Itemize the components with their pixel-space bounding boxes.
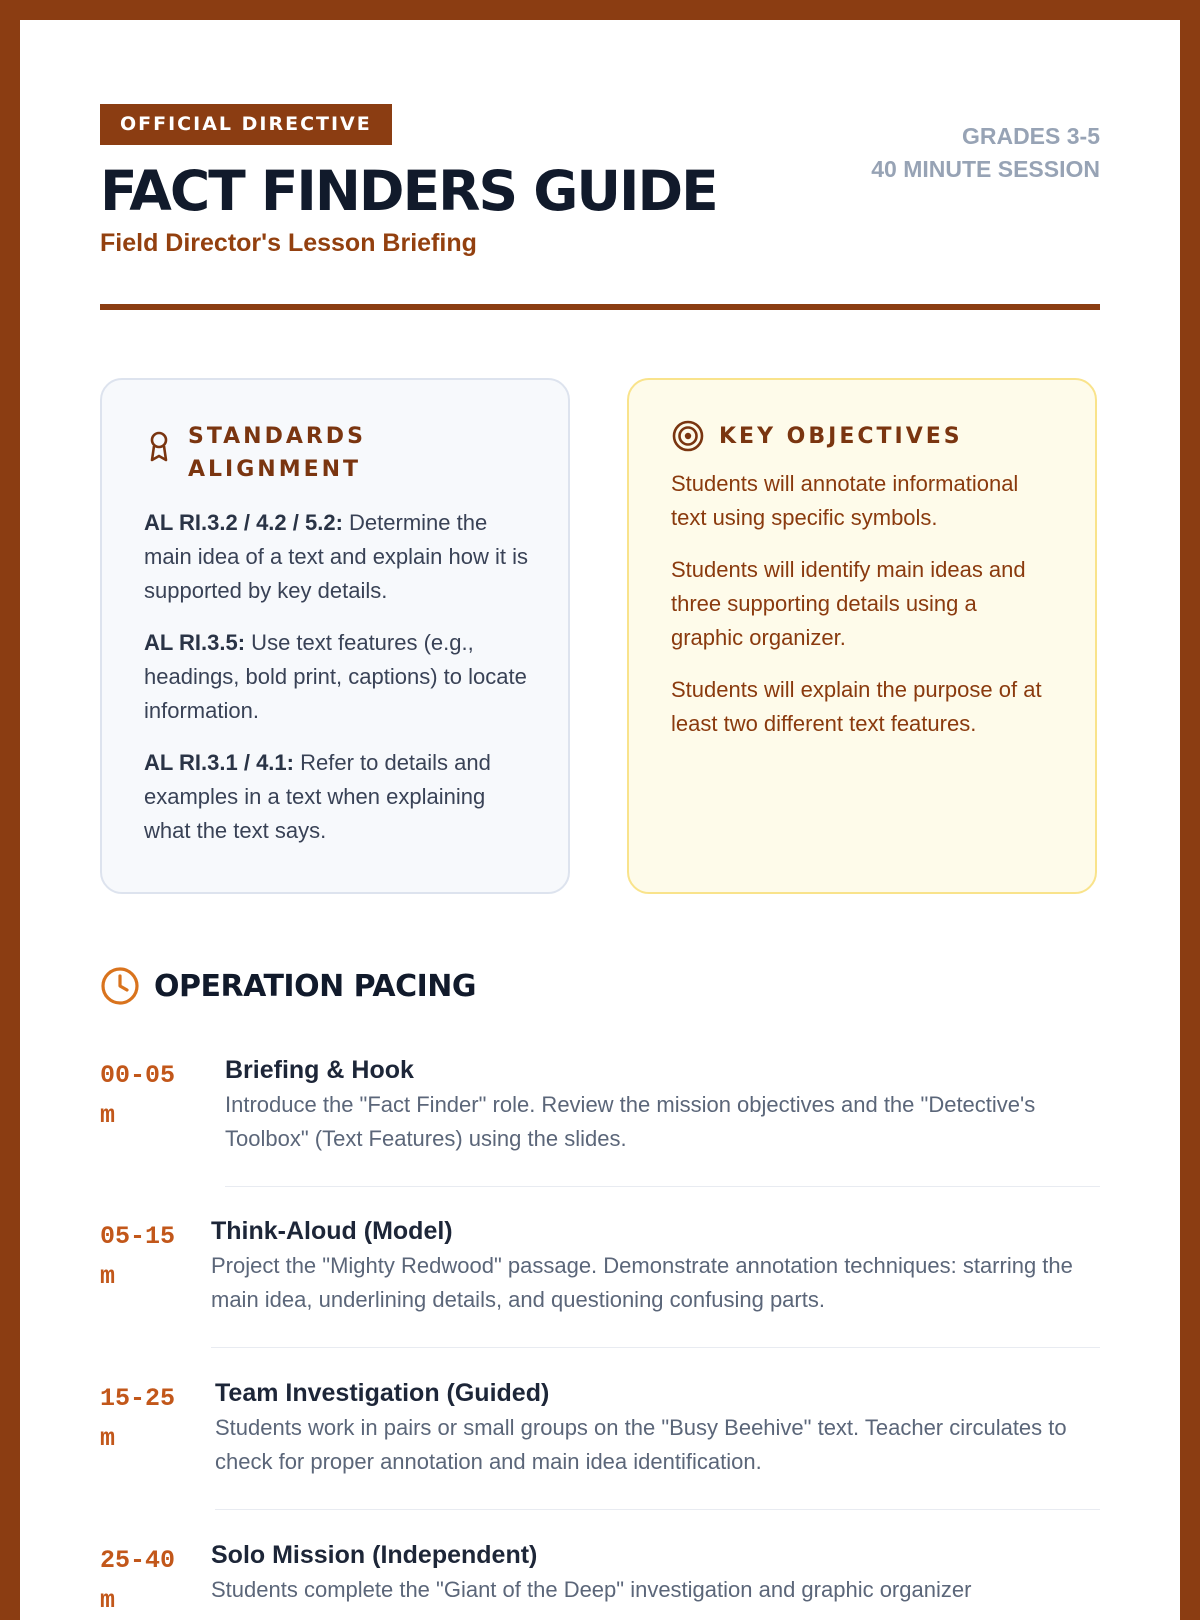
pacing-row-body [211, 1213, 1100, 1348]
row-divider [211, 1347, 1100, 1348]
objective-item: Students will explain the purpose of at least two different text features. [671, 677, 1042, 736]
session-length-label: 40 MINUTE SESSION [871, 156, 1100, 182]
standard-item: AL RI.3.2 / 4.2 / 5.2: Determine the main idea of a text and explain how it is supported by key details. [144, 510, 529, 603]
target-icon [671, 419, 705, 453]
row-divider [225, 1186, 1100, 1187]
objectives-card [627, 378, 1097, 894]
standards-card-title: STANDARDS ALIGNMENT [188, 424, 366, 482]
pacing-row-body [215, 1375, 1100, 1510]
objective-item: Students will identify main ideas and three supporting details using a graphic organizer. [671, 557, 1026, 650]
clock-icon [100, 966, 140, 1006]
pacing-step-title: Think-Aloud (Model) [211, 1217, 453, 1245]
pacing-step-title: Solo Mission (Independent) [211, 1541, 538, 1569]
pacing-time: 25-40m [100, 1546, 176, 1615]
standards-card [100, 378, 570, 894]
pacing-step-description: Project the "Mighty Redwood" passage. Demonstrate annotation techniques: starring the main idea, underlining details, and questioning confusing parts. [211, 1253, 1073, 1312]
standards-card-header [144, 420, 528, 486]
lesson-page [20, 20, 1180, 1620]
objectives-card-title: KEY OBJECTIVES [719, 424, 963, 449]
pacing-step-title: Team Investigation (Guided) [215, 1379, 550, 1407]
header-divider [100, 304, 1100, 310]
pacing-step-title: Briefing & Hook [225, 1056, 414, 1084]
pacing-section-header [100, 966, 476, 1006]
grades-label: GRADES 3-5 [961, 123, 1100, 149]
pacing-time: 05-15m [100, 1222, 176, 1291]
objectives-card-header [671, 420, 1055, 453]
objective-item: Students will annotate informational text using specific symbols. [671, 471, 1019, 530]
row-divider [215, 1509, 1100, 1510]
page-title: FACT FINDERS GUIDE [100, 159, 717, 223]
pacing-time: 00-05m [100, 1061, 176, 1130]
pacing-time: 15-25m [100, 1384, 176, 1453]
official-directive-badge: OFFICIAL DIRECTIVE [100, 104, 392, 145]
standard-item: AL RI.3.5: Use text features (e.g., headings, bold print, captions) to locate information. [144, 630, 527, 723]
pacing-row-body [225, 1052, 1100, 1187]
page-subtitle: Field Director's Lesson Briefing [100, 229, 477, 257]
pacing-title: OPERATION PACING [154, 968, 477, 1004]
pacing-row-body [211, 1537, 1100, 1607]
pacing-step-description: Students work in pairs or small groups on the "Busy Beehive" text. Teacher circulates to check for proper annotation and main idea identification. [215, 1415, 1067, 1474]
session-meta [871, 120, 1100, 186]
standard-item: AL RI.3.1 / 4.1: Refer to details and examples in a text when explaining what the text says. [144, 750, 491, 843]
page-header [100, 104, 1100, 258]
pacing-step-description: Students complete the "Giant of the Deep" investigation and graphic organizer [211, 1577, 972, 1602]
pacing-step-description: Introduce the "Fact Finder" role. Review the mission objectives and the "Detective's Toolbox" (Text Features) using the slides. [225, 1092, 1036, 1151]
award-ribbon-icon [144, 430, 174, 464]
